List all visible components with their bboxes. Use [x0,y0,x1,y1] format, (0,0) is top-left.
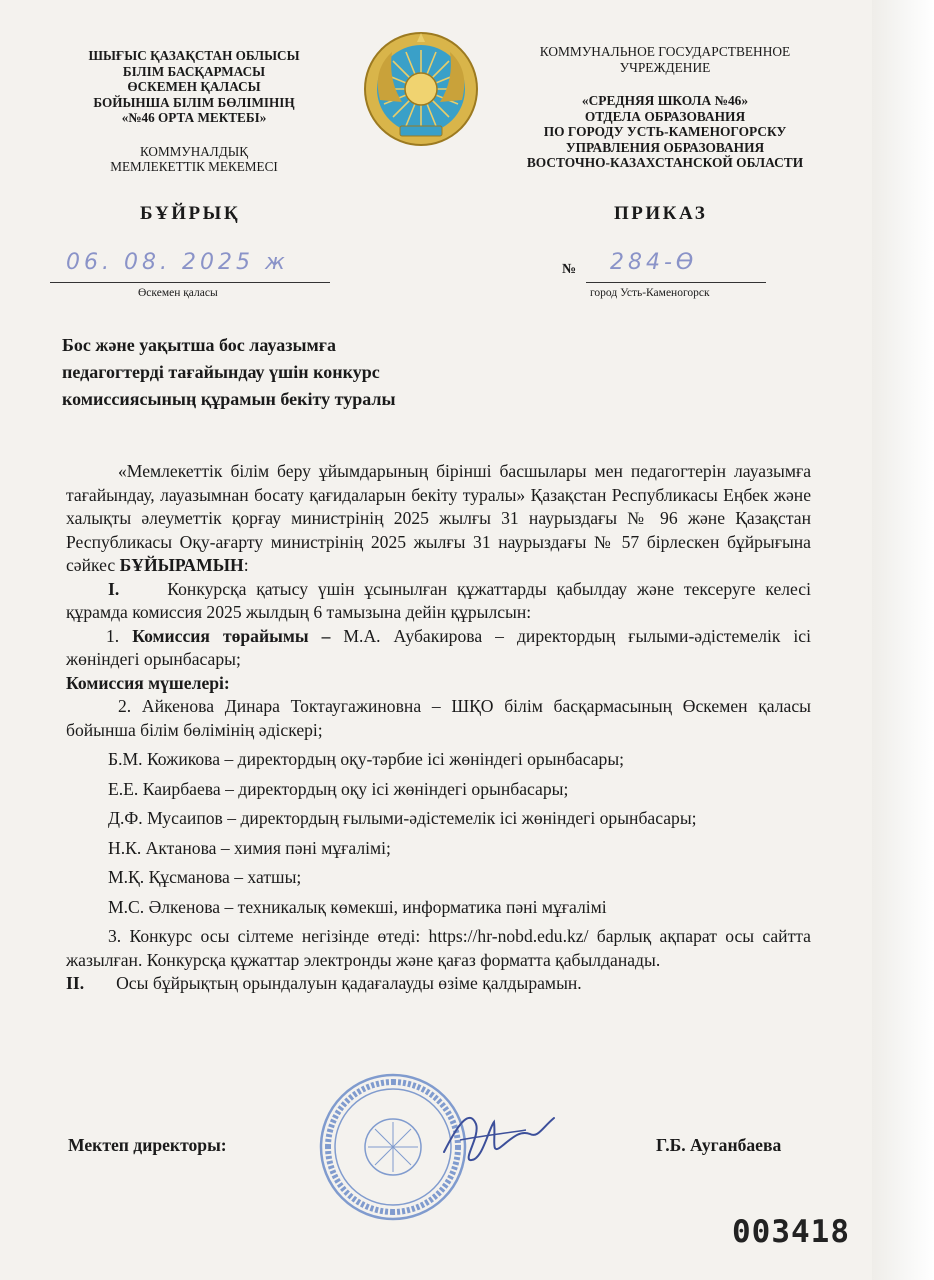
header-kz-line: БОЙЫНША БІЛІМ БӨЛІМІНІҢ [93,94,295,110]
order-body [66,460,811,996]
header-ru-line: УЧРЕЖДЕНИЕ [619,59,711,75]
signature-title: Мектеп директоры: [68,1135,227,1155]
member-line: Д.Ф. Мусаипов – директордың ғылыми-әдістемелік ісі жөніндегі орынбасары; [108,808,697,828]
header-ru-sub: ВОСТОЧНО-КАЗАХСТАНСКОЙ ОБЛАСТИ [526,155,804,170]
section-1-text: Конкурсқа қатысу үшін ұсынылған құжаттарды қабылдау және тексеруге келесі құрамда комиссия 2025 жылдың 6 тамызына дейін құрылсын: [66,578,811,622]
date-underline [50,282,330,283]
title-kz: БҰЙРЫҚ [140,203,241,224]
section-2-number: II. [66,973,85,993]
order-colon: : [243,555,249,575]
item-1 [66,625,811,672]
header-ru-sub: УПРАВЛЕНИЯ ОБРАЗОВАНИЯ [565,139,765,155]
subject-line: Бос және уақытша бос лауазымға [62,335,336,355]
item-3: 3. Конкурс осы сілтеме негізінде өтеді: https://hr-nobd.edu.kz/ барлық ақпарат осы сайтта жазылған. Конкурсқа құжаттар электронды және қағаз форматта қабылданады. [66,926,811,970]
member-line: Б.М. Кожикова – директордың оқу-тәрбие ісі жөніндегі орынбасары; [108,749,625,769]
header-kz-line: БІЛІМ БАСҚАРМАСЫ [122,63,266,79]
header-kz-line: «№46 ОРТА МЕКТЕБІ» [121,110,267,125]
number-underline [586,282,766,283]
city-ru: город Усть-Каменогорск [590,287,710,299]
title-ru: ПРИКАЗ [614,203,708,224]
order-subject [62,332,396,413]
item-2: 2. Айкенова Динара Токтаугажиновна – ШҚО білім басқармасының Өскемен қаласы бойынша білім бөлімінің әдіскері; [66,696,811,740]
city-kz: Өскемен қаласы [138,287,218,299]
header-kz [40,48,348,175]
member-line: Н.К. Актанова – химия пәні мұғалімі; [108,837,391,858]
item-1-role: Комиссия төрайымы – [132,625,331,646]
header-kz-line: ШЫҒЫС ҚАЗАҚСТАН ОБЛЫСЫ [88,48,300,63]
header-kz-sub: МЕМЛЕКЕТТІК МЕКЕМЕСІ [110,159,278,174]
header-ru-sub: ПО ГОРОДУ УСТЬ-КАМЕНОГОРСКУ [543,124,787,139]
section-2 [66,972,811,996]
serial-number: 003418 [732,1214,850,1250]
section-2-text: Осы бұйрықтың орындалуын қадағалауды өзіме қалдырамын. [116,973,582,993]
item-1-number: 1. [106,625,120,646]
subject-line: педагогтерді тағайындау үшін конкурс [62,362,380,382]
state-emblem-icon [362,30,480,148]
member-line: М.С. Әлкенова – техникалық көмекші, информатика пәні мұғалімі [108,896,607,917]
order-word: БҰЙЫРАМЫН [119,555,244,575]
handwritten-number: 284-Ө [610,250,698,275]
header-kz-line: ӨСКЕМЕН ҚАЛАСЫ [127,79,261,94]
member-line: М.Қ. Құсманова – хатшы; [108,867,302,887]
header-ru [500,44,830,171]
section-1-number: I. [108,578,120,599]
members-heading: Комиссия мүшелері: [66,672,230,693]
header-kz-sub: КОММУНАЛДЫҚ [139,143,249,159]
header-ru-sub: ОТДЕЛА ОБРАЗОВАНИЯ [584,108,746,124]
subject-line: комиссиясының құрамын бекіту туралы [62,389,396,409]
handwritten-date: 06. 08. 2025 ж [66,250,289,275]
preamble [66,460,811,578]
handwritten-signature-icon [430,1100,560,1170]
header-ru-line: КОММУНАЛЬНОЕ ГОСУДАРСТВЕННОЕ [539,44,791,59]
section-1 [66,578,811,625]
member-line: Е.Е. Каирбаева – директордың оқу ісі жөніндегі орынбасары; [108,778,569,799]
header-ru-sub: «СРЕДНЯЯ ШКОЛА №46» [581,93,749,108]
scan-edge [872,0,934,1280]
signature-name: Г.Б. Ауганбаева [656,1135,782,1155]
number-sign: № [562,262,577,277]
item-1-text: М.А. Аубакирова – директордың ғылыми-әдістемелік ісі жөніндегі орынбасары; [66,625,812,669]
preamble-text: «Мемлекеттік білім беру ұйымдарының бірінші басшылары мен педагогтерін лауазымға тағайындау, лауазымнан босату қағидаларын бекіту туралы» Қазақстан Республикасы Еңбек және халықты әлеуметтік қорғау министрінің 2025 жылғы 31 наурыздағы № 96 және Қазақстан Республикасы Оқу-ағарту министрінің 2025 жылғы 31 наурыздағы № 57 бірлескен бұйрығына сәйкес [66,461,811,575]
